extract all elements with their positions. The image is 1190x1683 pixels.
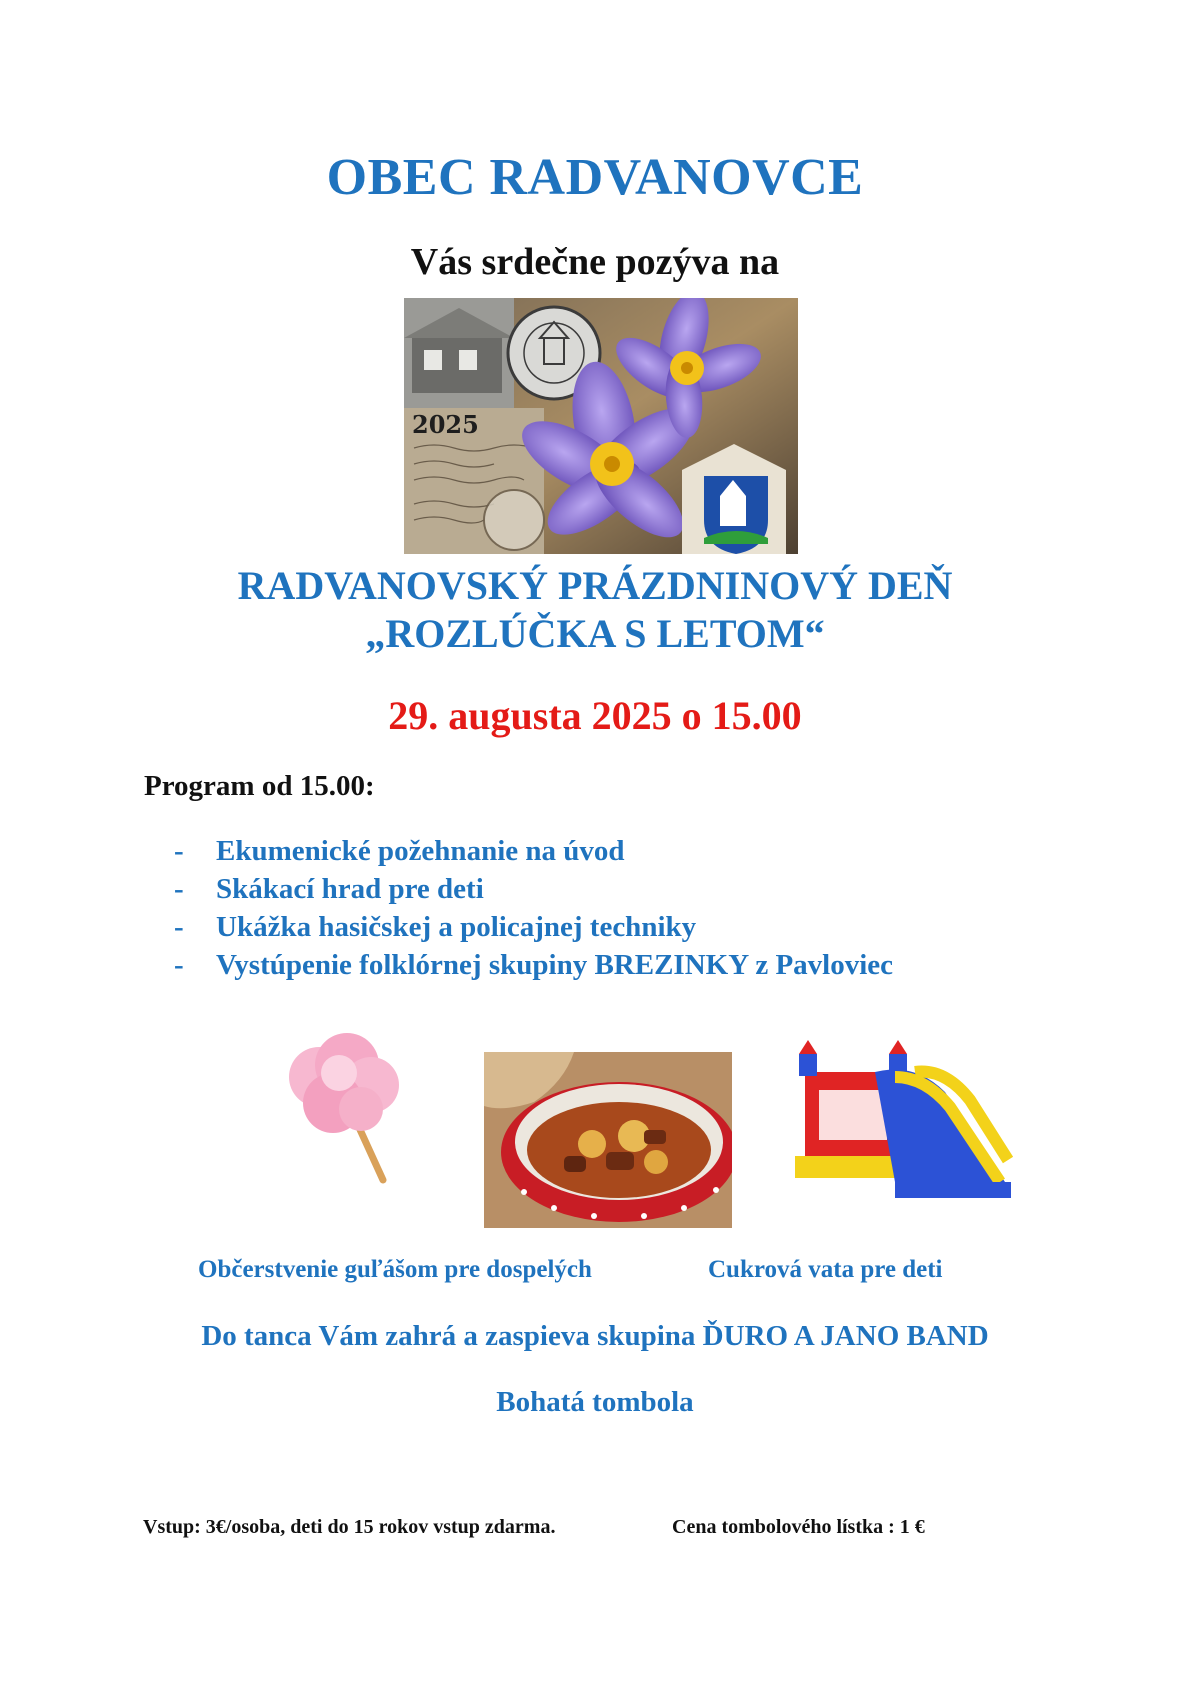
invitation-subtitle: Vás srdečne pozýva na	[410, 241, 780, 283]
bouncy-castle-icon	[795, 1032, 1013, 1202]
program-item	[174, 946, 893, 984]
program-item-text: Ukážka hasičskej a policajnej techniky	[216, 911, 697, 943]
list-bullet: -	[174, 911, 184, 943]
event-name-line1: RADVANOVSKÝ PRÁZDNINOVÝ DEŇ	[237, 563, 953, 608]
program-heading: Program od 15.00:	[144, 770, 375, 802]
tombola-announcement: Bohatá tombola	[496, 1386, 694, 1418]
program-list	[174, 832, 893, 984]
program-item	[174, 870, 893, 908]
program-item	[174, 908, 893, 946]
list-bullet: -	[174, 949, 184, 981]
caption-goulash: Občerstvenie guľášom pre dospelých	[198, 1256, 592, 1283]
event-name-line2: „ROZLÚČKA S LETOM“	[365, 611, 825, 656]
music-announcement: Do tanca Vám zahrá a zaspieva skupina ĎURO A JANO BAND	[201, 1320, 989, 1352]
goulash-pot-photo	[484, 1052, 732, 1228]
event-banner-image	[404, 298, 798, 554]
program-item-text: Ekumenické požehnanie na úvod	[216, 835, 625, 867]
program-item-text: Vystúpenie folklórnej skupiny BREZINKY z Pavloviec	[216, 949, 894, 981]
list-bullet: -	[174, 873, 184, 905]
program-item	[174, 832, 893, 870]
program-item-text: Skákací hrad pre deti	[216, 873, 484, 905]
caption-cotton-candy: Cukrová vata pre deti	[708, 1256, 943, 1283]
tombola-ticket-price: Cena tombolového lístka : 1 €	[672, 1516, 925, 1538]
banner-year-label	[412, 410, 479, 439]
entry-fee: Vstup: 3€/osoba, deti do 15 rokov vstup zdarma.	[143, 1516, 556, 1538]
svg-text:2025: 2025	[412, 410, 479, 439]
cotton-candy-icon	[275, 1025, 415, 1185]
event-date-time: 29. augusta 2025 o 15.00	[388, 693, 802, 738]
list-bullet: -	[174, 835, 184, 867]
page-title: OBEC RADVANOVCE	[326, 149, 864, 206]
